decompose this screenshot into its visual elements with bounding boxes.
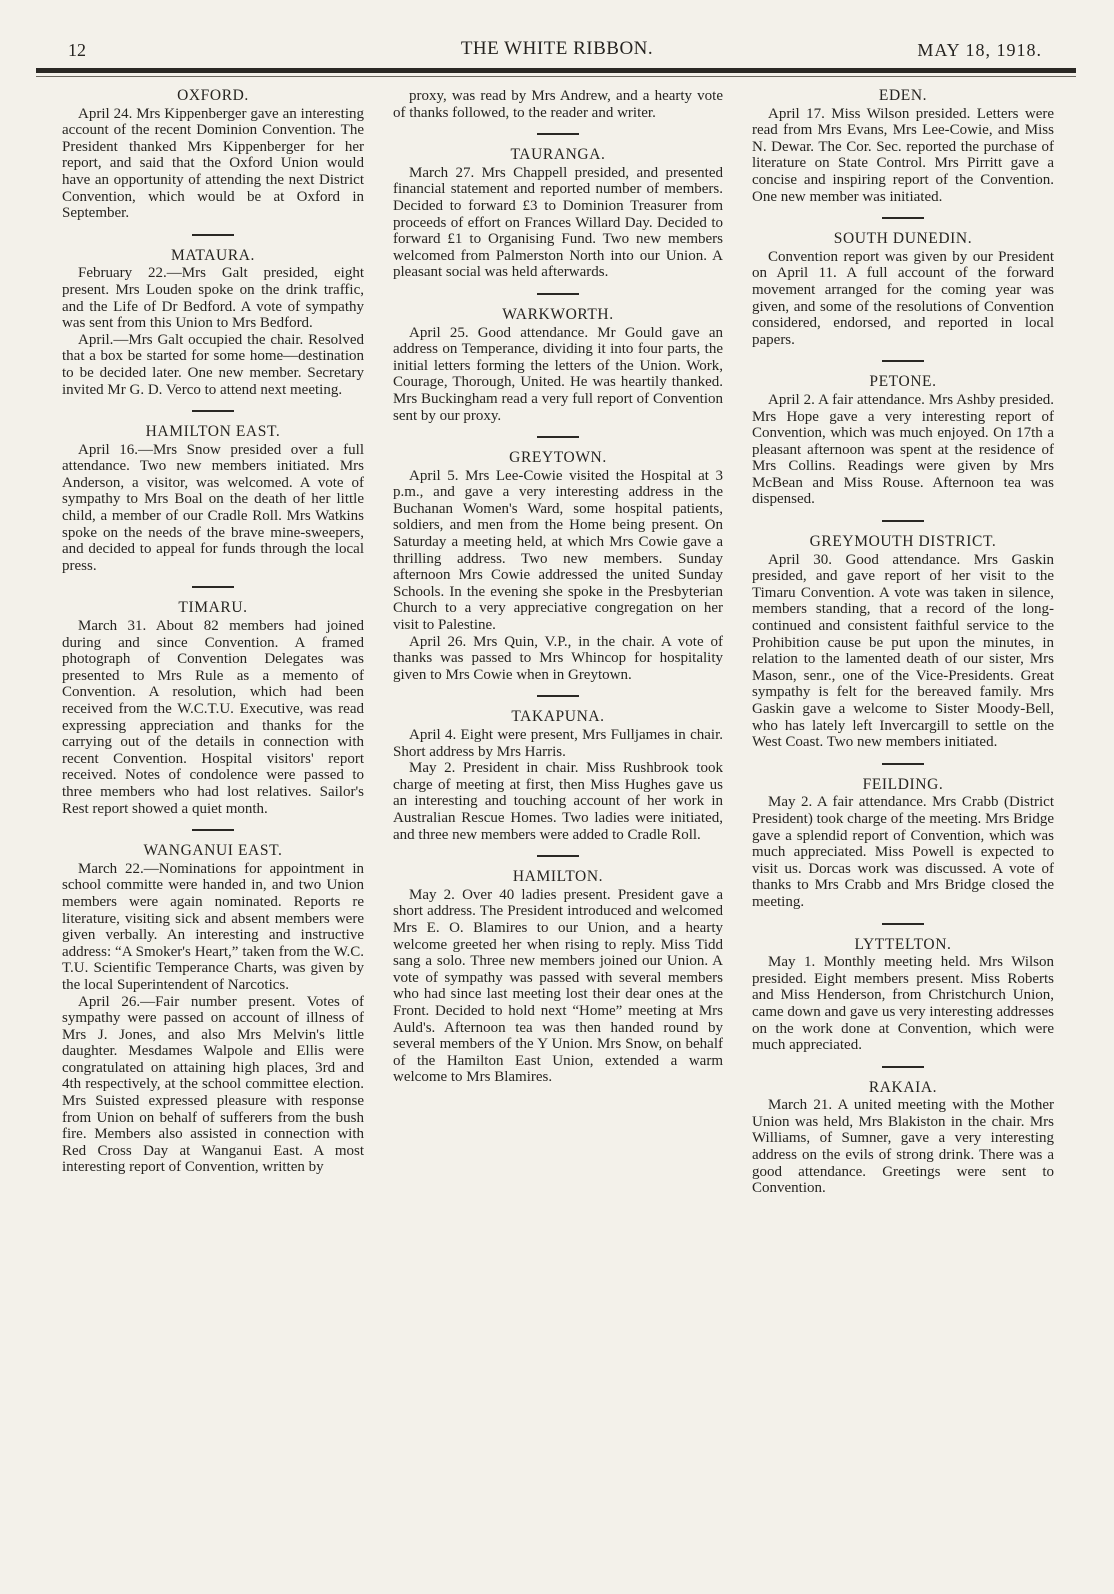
report-section bbox=[393, 436, 723, 683]
section-paragraph: proxy, was read by Mrs Andrew, and a hearty vote of thanks followed, to the reader and writer. bbox=[393, 88, 723, 121]
section-title: WARKWORTH. bbox=[502, 305, 614, 323]
section-paragraph: April 30. Good attendance. Mrs Gaskin presided, and gave report of her visit to the Timaru Convention. A vote was taken in silence, members standing, that a record of the long-continued and consistent faithful service to the Prohibition cause be put upon the minutes, in relation to the lamented death of our sister, Mrs Mason, senr., one of the Vice-Presidents. Great sympathy is felt for the bereaved family. Mrs Gaskin gave a welcome to Sister Moody-Bell, who has lately left Invercargill to settle on the West Coast. Two new members initiated. bbox=[752, 551, 1054, 751]
report-section bbox=[752, 1066, 1054, 1197]
section-paragraph: March 21. A united meeting with the Mother Union was held, Mrs Blakiston in the chair. Mrs Williams, of Sumner, gave a very interesting address on the evils of strong drink. There was a good attendance. Greetings were sent to Convention. bbox=[752, 1097, 1054, 1197]
header-rule-thin bbox=[36, 76, 1076, 77]
page-number: 12 bbox=[68, 40, 86, 60]
section-paragraph: April 26.—Fair number present. Votes of sympathy were passed on account of illness of Mrs J. Jones, and also Mrs Melvin's little daughter. Mesdames Walpole and Ellis were congratulated on attaining high places, 3rd and 4th respectively, at the school committee election. Mrs Suisted expressed pleasure with response from Union on behalf of sufferers from the bush fire. Members also assisted in connection with Red Cross Day at Wanganui East. A most interesting report of Convention, written by bbox=[62, 993, 364, 1176]
section-title: HAMILTON EAST. bbox=[145, 423, 281, 441]
report-section bbox=[752, 763, 1054, 911]
section-title: RAKAIA. bbox=[868, 1078, 938, 1096]
report-section bbox=[393, 695, 723, 843]
publication-title: THE WHITE RIBBON. bbox=[460, 38, 654, 59]
section-divider bbox=[537, 133, 579, 135]
header-rule bbox=[36, 68, 1076, 73]
column-3 bbox=[752, 88, 1054, 1197]
section-title: OXFORD. bbox=[177, 87, 249, 104]
section-divider bbox=[882, 360, 924, 362]
section-title: SOUTH DUNEDIN. bbox=[833, 230, 973, 248]
section-divider bbox=[537, 293, 579, 295]
report-section bbox=[62, 586, 364, 817]
section-title: FEILDING. bbox=[862, 775, 944, 793]
report-section bbox=[62, 410, 364, 574]
report-section bbox=[62, 234, 364, 398]
report-section bbox=[62, 829, 364, 1176]
section-paragraph: May 2. A fair attendance. Mrs Crabb (District President) took charge of the meeting. Mrs Bridge gave a splendid report of Convention, which was much appreciated. Miss Powell is expected to visit us. Dorcas work was discussed. A vote of thanks to Mrs Crabb and Mrs Bridge closed the meeting. bbox=[752, 794, 1054, 910]
section-paragraph: April.—Mrs Galt occupied the chair. Resolved that a box be started for some home—destination to be decided later. One new member. Secretary invited Mr G. D. Verco to attend next meeting. bbox=[62, 331, 364, 398]
section-paragraph: April 16.—Mrs Snow presided over a full attendance. Two new members initiated. Mrs Anderson, a visitor, was welcomed. A vote of sympathy to Mrs Boal on the death of her little child, a member of our Cradle Roll. Mrs Watkins spoke on the needs of the brave mine-sweepers, and decided to appeal for funds through the local press. bbox=[62, 441, 364, 574]
section-title: WANGANUI EAST. bbox=[143, 842, 283, 860]
section-paragraph: April 5. Mrs Lee-Cowie visited the Hospital at 3 p.m., and gave a very interesting address in the Buchanan Women's Ward, some hospital patients, soldiers, and men from the Home being present. On Saturday a meeting held, at which Mrs Cowie gave a thrilling address. Two new members. Sunday afternoon Mrs Cowie addressed the united Sunday Schools. In the evening she spoke in the Presbyterian Church to a very appreciative congregation on her visit to Palestine. bbox=[393, 467, 723, 634]
report-section bbox=[393, 88, 723, 121]
section-divider bbox=[192, 829, 234, 831]
report-section bbox=[752, 88, 1054, 205]
report-section bbox=[393, 293, 723, 424]
section-paragraph: May 1. Monthly meeting held. Mrs Wilson presided. Eight members present. Miss Roberts and Miss Henderson, from Christchurch Union, came down and gave us very interesting addresses on the work done at Convention, which were much appreciated. bbox=[752, 954, 1054, 1054]
section-paragraph: April 25. Good attendance. Mr Gould gave an address on Temperance, dividing it into four parts, the initial letters forming the letters of the Union. Work, Courage, Thorough, United. He was heartily thanked. Mrs Buckingham read a very full report of Convention sent by our proxy. bbox=[393, 324, 723, 424]
section-divider bbox=[537, 695, 579, 697]
section-title: HAMILTON. bbox=[512, 868, 604, 886]
report-section bbox=[393, 133, 723, 281]
section-paragraph: April 24. Mrs Kippenberger gave an interesting account of the recent Dominion Convention. The President thanked Mrs Kippenberger for her report, and said that the Oxford Union would have an opportunity of attending the next District Convention, which would be at Oxford in September. bbox=[62, 105, 364, 222]
section-divider bbox=[192, 586, 234, 588]
section-title: GREYTOWN. bbox=[509, 449, 607, 467]
section-divider bbox=[537, 855, 579, 857]
section-divider bbox=[882, 520, 924, 522]
report-section bbox=[752, 360, 1054, 508]
section-title: TAKAPUNA. bbox=[511, 708, 605, 726]
section-title: TAURANGA. bbox=[510, 146, 606, 164]
section-divider bbox=[882, 923, 924, 925]
section-divider bbox=[192, 410, 234, 412]
section-title: TIMARU. bbox=[178, 599, 248, 617]
section-divider bbox=[882, 763, 924, 765]
page-header bbox=[62, 36, 1052, 66]
column-1 bbox=[62, 88, 364, 1176]
section-divider bbox=[537, 436, 579, 438]
report-section bbox=[752, 217, 1054, 348]
section-paragraph: May 2. President in chair. Miss Rushbrook took charge of meeting at first, then Miss Hughes gave us an interesting and touching account of her work in Australian Rescue Homes. Two ladies were initiated, and three new members were added to Cradle Roll. bbox=[393, 760, 723, 843]
section-title: MATAURA. bbox=[170, 246, 256, 264]
section-paragraph: March 31. About 82 members had joined during and since Convention. A framed photograph of Convention Delegates was presented to Mrs Rule as a memento of Convention. A resolution, which had been received from the W.C.T.U. Executive, was read expressing appreciation and thanks for the carrying out of the details in connection with recent Convention. Hospital visitors' report received. Notes of condolence were passed to three members who had lost relatives. Sailor's Rest report showed a quiet month. bbox=[62, 618, 364, 817]
issue-date: MAY 18, 1918. bbox=[917, 40, 1042, 60]
section-paragraph: February 22.—Mrs Galt presided, eight present. Mrs Louden spoke on the drink traffic, and the Life of Dr Bedford. A vote of sympathy was sent from this Union to Mrs Bedford. bbox=[62, 265, 364, 332]
section-paragraph: April 2. A fair attendance. Mrs Ashby presided. Mrs Hope gave a very interesting report of Convention, which was much enjoyed. On 17th a pleasant afternoon was spent at the residence of Mrs Collins. Readings were given by Mrs McBean and Miss Rouse. Afternoon tea was dispensed. bbox=[752, 391, 1054, 508]
section-paragraph: April 17. Miss Wilson presided. Letters were read from Mrs Evans, Mrs Lee-Cowie, and Miss N. Dewar. The Cor. Sec. reported the purchase of literature on State Control. Mrs Pirritt gave a concise and inspiring report of the Convention. One new member was initiated. bbox=[752, 105, 1054, 205]
report-section bbox=[752, 923, 1054, 1054]
section-paragraph: March 27. Mrs Chappell presided, and presented financial statement and reported number of members. Decided to forward £3 to Dominion Treasurer from proceeds of effort on Frances Willard Day. Decided to forward £1 to Organising Fund. Two new members welcomed from Palmerston North into our Union. A pleasant social was held afterwards. bbox=[393, 164, 723, 281]
report-section bbox=[393, 855, 723, 1086]
report-section bbox=[752, 520, 1054, 751]
section-title: GREYMOUTH DISTRICT. bbox=[809, 533, 997, 551]
section-title: EDEN. bbox=[878, 87, 928, 104]
section-divider bbox=[192, 234, 234, 236]
section-divider bbox=[882, 1066, 924, 1068]
report-section bbox=[62, 88, 364, 222]
section-title: PETONE. bbox=[869, 373, 937, 391]
section-paragraph: March 22.—Nominations for appointment in school committe were handed in, and two Union members were again nominated. Reports re literature, visiting sick and absent members were given verbally. An interesting and instructive address: “A Smoker's Heart,” taken from the W.C. T.U. Scientific Temperance Charts, was given by the local Superintendent of Narcotics. bbox=[62, 860, 364, 993]
section-paragraph: May 2. Over 40 ladies present. President gave a short address. The President introduced and welcomed Mrs E. O. Blamires to our Union, and a hearty welcome greeted her when rising to reply. Miss Tidd sang a solo. Three new members joined our Union. A vote of sympathy was passed with several members who had since last meeting lost their dear ones at the Front. Decided to hold next “Home” meeting at Mrs Auld's. Afternoon tea was then handed round by several members of the Y Union. Mrs Snow, on behalf of the Hamilton East Union, extended a warm welcome to Mrs Blamires. bbox=[393, 886, 723, 1086]
section-paragraph: April 26. Mrs Quin, V.P., in the chair. A vote of thanks was passed to Mrs Whincop for hospitality given to Mrs Cowie when in Greytown. bbox=[393, 633, 723, 683]
section-paragraph: April 4. Eight were present, Mrs Fulljames in chair. Short address by Mrs Harris. bbox=[393, 727, 723, 760]
column-2 bbox=[393, 88, 723, 1086]
section-divider bbox=[882, 217, 924, 219]
section-paragraph: Convention report was given by our President on April 11. A full account of the forward movement arranged for the coming year was given, and some of the resolutions of Convention considered, endorsed, and reported in local papers. bbox=[752, 248, 1054, 348]
section-title: LYTTELTON. bbox=[854, 935, 952, 953]
